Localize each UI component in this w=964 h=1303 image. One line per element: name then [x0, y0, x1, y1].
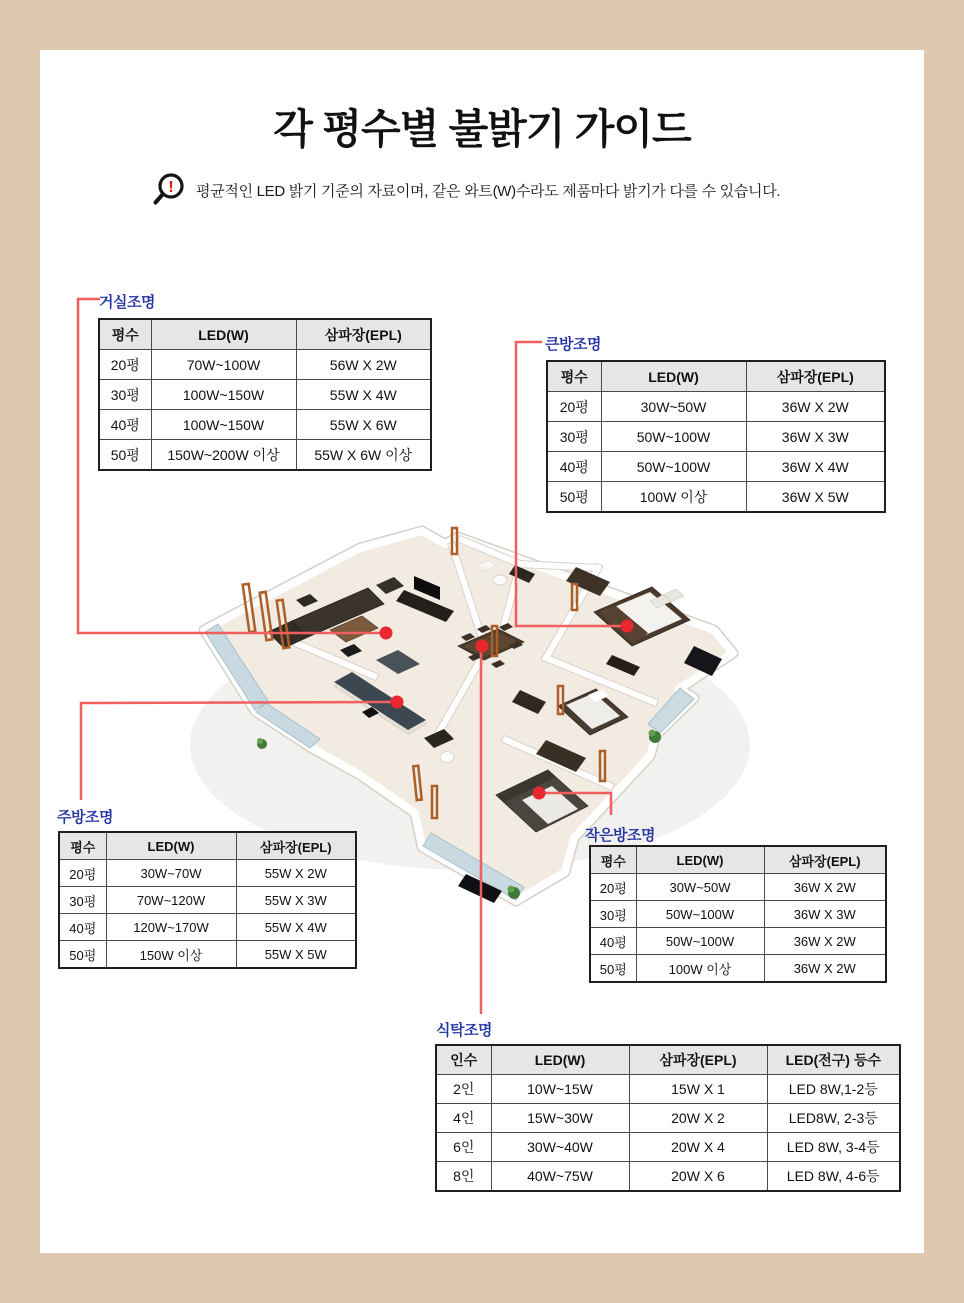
table-cell: 40평	[547, 452, 601, 482]
table-cell: 120W~170W	[106, 914, 236, 941]
table-cell: 20평	[99, 350, 151, 380]
table-row	[590, 874, 886, 901]
table-cell: 55W X 5W	[236, 941, 356, 969]
column-header: 삼파장(EPL)	[296, 319, 431, 350]
table-cell: LED 8W,1-2등	[767, 1075, 900, 1104]
table-row	[547, 482, 885, 513]
table-row	[547, 422, 885, 452]
small-room-table-label: 작은방조명	[585, 827, 655, 844]
table-cell: 36W X 2W	[746, 392, 885, 422]
table-cell: 6인	[436, 1133, 491, 1162]
table-cell: 50평	[59, 941, 106, 969]
table-cell: 40평	[59, 914, 106, 941]
table-cell: 15W X 1	[629, 1075, 767, 1104]
table-cell: 36W X 2W	[764, 928, 886, 955]
table-cell: 30W~50W	[601, 392, 746, 422]
table-cell: 30평	[99, 380, 151, 410]
column-header: LED(W)	[106, 832, 236, 860]
notice	[152, 170, 852, 210]
warning-magnifier-icon	[152, 171, 188, 209]
table-row	[436, 1104, 900, 1133]
table-cell: 30W~40W	[491, 1133, 629, 1162]
table-cell: 8인	[436, 1162, 491, 1192]
table-row	[59, 887, 356, 914]
table-cell: LED 8W, 3-4등	[767, 1133, 900, 1162]
table-cell: 100W~150W	[151, 380, 296, 410]
table-row	[99, 350, 431, 380]
table-cell: 2인	[436, 1075, 491, 1104]
table-row	[99, 440, 431, 471]
table-cell: 36W X 3W	[746, 422, 885, 452]
table-cell: 50W~100W	[601, 422, 746, 452]
table-cell: 30평	[547, 422, 601, 452]
table-cell: 55W X 2W	[236, 860, 356, 887]
table-cell: 30평	[590, 901, 636, 928]
table-header-row	[59, 832, 356, 860]
table-row	[590, 955, 886, 983]
table-cell: 55W X 6W	[296, 410, 431, 440]
table-row	[590, 928, 886, 955]
table-cell: 20평	[547, 392, 601, 422]
table-cell: 100W~150W	[151, 410, 296, 440]
dining-table-label: 식탁조명	[436, 1022, 492, 1039]
column-header: 삼파장(EPL)	[236, 832, 356, 860]
table-cell: 36W X 3W	[764, 901, 886, 928]
table-cell: 20W X 6	[629, 1162, 767, 1192]
table-header-row	[436, 1045, 900, 1075]
notice-text: 평균적인 LED 밝기 기준의 자료이며, 같은 와트(W)수라도 제품마다 밝기가 다를 수 있습니다.	[196, 182, 781, 200]
table-row	[436, 1133, 900, 1162]
table-row	[59, 941, 356, 969]
table-row	[436, 1162, 900, 1192]
table-cell: 15W~30W	[491, 1104, 629, 1133]
table-cell: 20W X 2	[629, 1104, 767, 1133]
table-row	[436, 1075, 900, 1104]
table-cell: 50W~100W	[636, 901, 764, 928]
table-cell: 30W~70W	[106, 860, 236, 887]
table-cell: LED 8W, 4-6등	[767, 1162, 900, 1192]
column-header: LED(W)	[491, 1045, 629, 1075]
table-cell: 50W~100W	[601, 452, 746, 482]
table-cell: 100W 이상	[601, 482, 746, 513]
table-row	[99, 380, 431, 410]
column-header: 인수	[436, 1045, 491, 1075]
small-room-table	[589, 845, 885, 983]
column-header: LED(W)	[151, 319, 296, 350]
column-header: 삼파장(EPL)	[764, 846, 886, 874]
column-header: 평수	[590, 846, 636, 874]
table-cell: 10W~15W	[491, 1075, 629, 1104]
table-cell: 50W~100W	[636, 928, 764, 955]
table-row	[590, 901, 886, 928]
column-header: 삼파장(EPL)	[629, 1045, 767, 1075]
kitchen-table	[58, 831, 355, 969]
table-cell: 4인	[436, 1104, 491, 1133]
table-header-row	[99, 319, 431, 350]
table-cell: 36W X 2W	[764, 955, 886, 983]
column-header: 평수	[547, 361, 601, 392]
page-title: 각 평수별 불밝기 가이드	[273, 106, 691, 152]
table-cell: 50평	[590, 955, 636, 983]
table-cell: 36W X 5W	[746, 482, 885, 513]
table-cell: 30W~50W	[636, 874, 764, 901]
living-room-table	[98, 318, 430, 471]
table-row	[547, 452, 885, 482]
table-cell: 20평	[59, 860, 106, 887]
table-cell: 55W X 4W	[296, 380, 431, 410]
table-cell: 70W~100W	[151, 350, 296, 380]
table-header-row	[547, 361, 885, 392]
table-cell: 40W~75W	[491, 1162, 629, 1192]
kitchen-table-label: 주방조명	[57, 809, 113, 826]
column-header: LED(W)	[601, 361, 746, 392]
table-cell: 36W X 4W	[746, 452, 885, 482]
column-header: 삼파장(EPL)	[746, 361, 885, 392]
table-cell: 55W X 3W	[236, 887, 356, 914]
table-cell: 100W 이상	[636, 955, 764, 983]
table-cell: LED8W, 2-3등	[767, 1104, 900, 1133]
column-header: LED(W)	[636, 846, 764, 874]
table-cell: 55W X 4W	[236, 914, 356, 941]
table-cell: 40평	[99, 410, 151, 440]
column-header: 평수	[59, 832, 106, 860]
table-cell: 70W~120W	[106, 887, 236, 914]
table-cell: 20W X 4	[629, 1133, 767, 1162]
column-header: 평수	[99, 319, 151, 350]
table-cell: 150W 이상	[106, 941, 236, 969]
table-cell: 50평	[547, 482, 601, 513]
big-room-table-label: 큰방조명	[545, 336, 601, 353]
table-row	[59, 860, 356, 887]
table-cell: 150W~200W 이상	[151, 440, 296, 471]
big-room-table	[546, 360, 884, 513]
svg-text:!: !	[168, 179, 174, 196]
table-cell: 50평	[99, 440, 151, 471]
table-cell: 55W X 6W 이상	[296, 440, 431, 471]
dining-table	[435, 1044, 899, 1192]
table-row	[547, 392, 885, 422]
living-room-table-label: 거실조명	[99, 294, 155, 311]
table-header-row	[590, 846, 886, 874]
table-row	[59, 914, 356, 941]
table-cell: 40평	[590, 928, 636, 955]
table-cell: 20평	[590, 874, 636, 901]
table-cell: 56W X 2W	[296, 350, 431, 380]
table-cell: 36W X 2W	[764, 874, 886, 901]
column-header: LED(전구) 등수	[767, 1045, 900, 1075]
table-row	[99, 410, 431, 440]
table-cell: 30평	[59, 887, 106, 914]
